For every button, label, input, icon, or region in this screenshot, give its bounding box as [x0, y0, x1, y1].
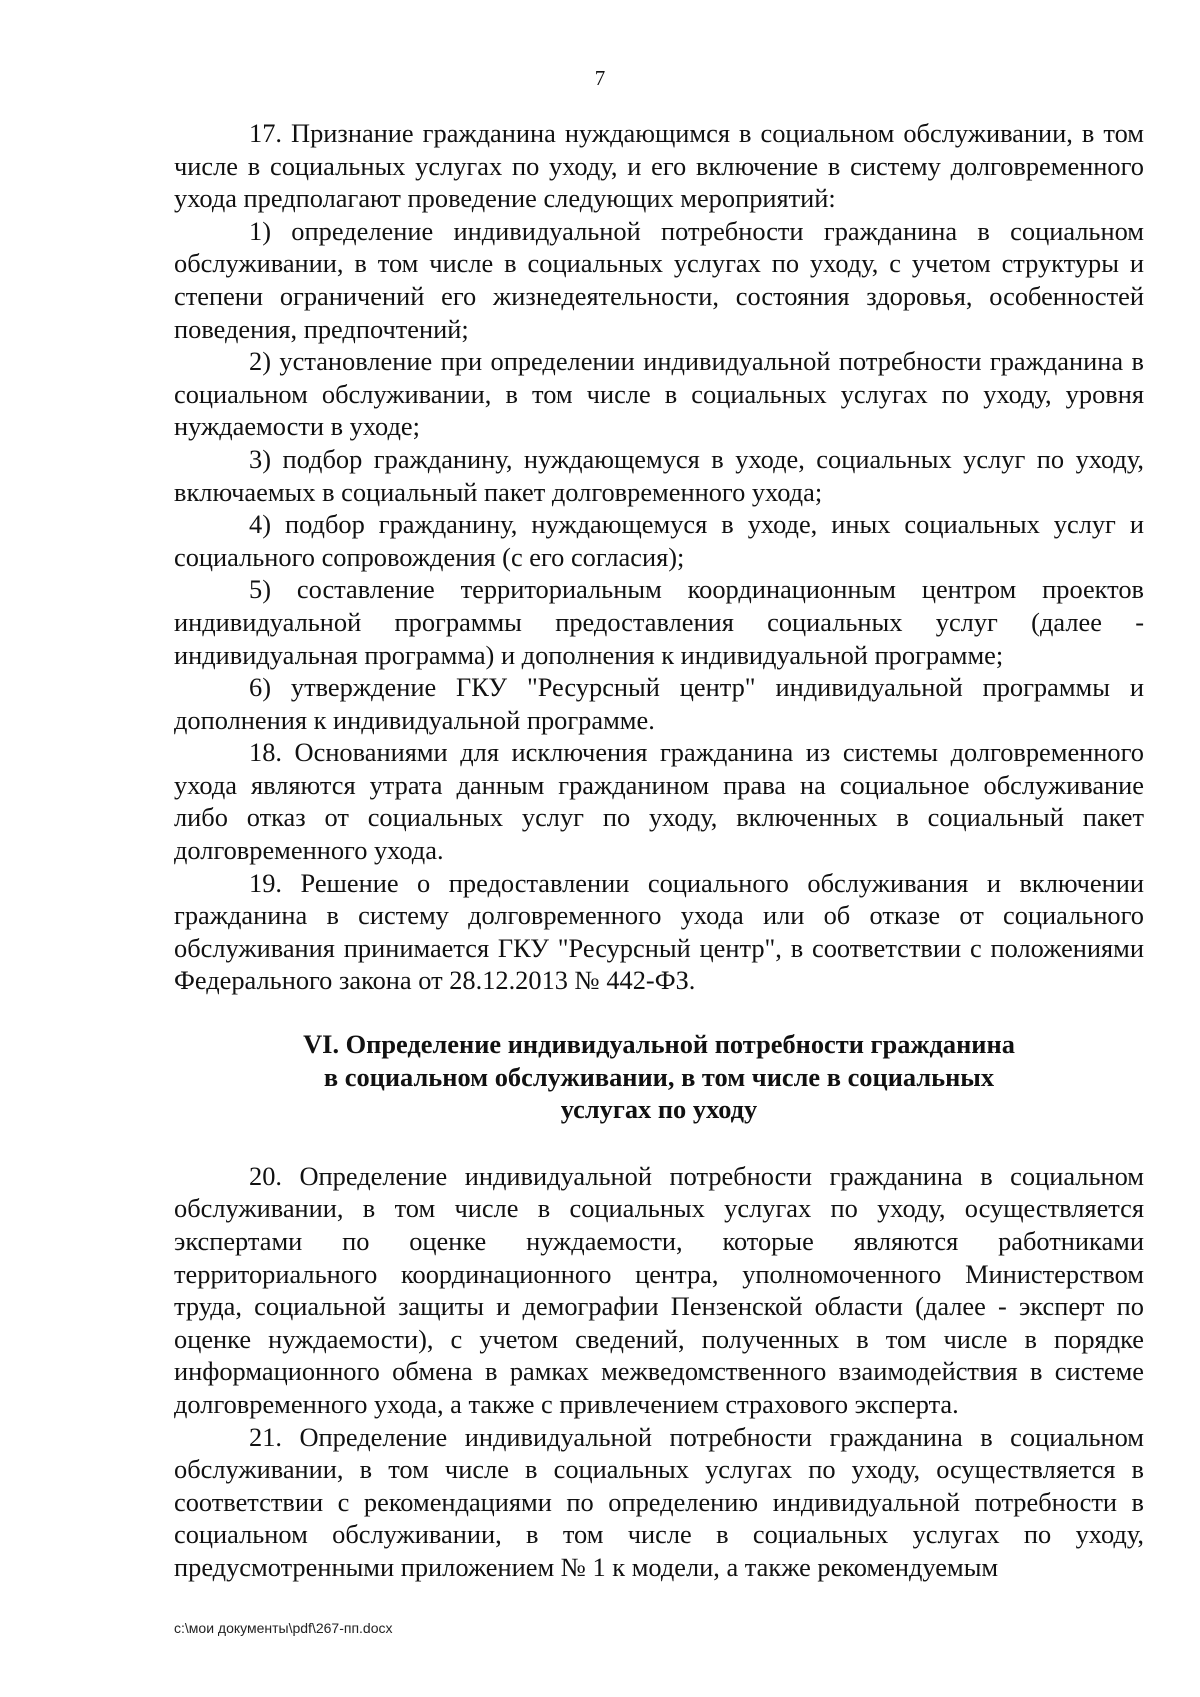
section-heading-line-1: VI. Определение индивидуальной потребности гражданина — [303, 1029, 1015, 1060]
section-heading — [174, 1028, 1144, 1126]
list-item-1: 1) определение индивидуальной потребности гражданина в социальном обслуживании, в том числе в социальных услугах по уходу, с учетом структуры и степени ограничений его жизнедеятельности, состояния здоровья, особенностей поведения, предпочтений; — [174, 215, 1144, 344]
footer-file-path: c:\мои документы\pdf\267-пп.docx — [174, 1620, 393, 1636]
list-item-3: 3) подбор гражданину, нуждающемуся в уходе, социальных услуг по уходу, включаемых в социальный пакет долговременного ухода; — [174, 443, 1144, 507]
list-item-4: 4) подбор гражданину, нуждающемуся в уходе, иных социальных услуг и социального сопровождения (с его согласия); — [174, 509, 1144, 572]
paragraph-18: 18. Основаниями для исключения гражданина из системы долговременного ухода являются утрата данным гражданином права на социальное обслуживание либо отказ от социальных услуг по уходу, включенных в социальный пакет долговременного ухода. — [174, 737, 1144, 866]
spacer — [174, 997, 1144, 1028]
list-item-2: 2) установление при определении индивидуальной потребности гражданина в социальном обслуживании, в том числе в социальных услугах по уходу, уровня нуждаемости в уходе; — [174, 346, 1144, 442]
paragraph-19: 19. Решение о предоставлении социального обслуживания и включении гражданина в систему долговременного ухода или об отказе от социального обслуживания принимается ГКУ "Ресурсный центр", в соответствии с положениями Федерального закона от 28.12.2013 № 442-ФЗ. — [174, 867, 1144, 996]
page-number: 7 — [594, 66, 606, 90]
section-heading-line-2: в социальном обслуживании, в том числе в социальных — [323, 1061, 995, 1092]
paragraph-20: 20. Определение индивидуальной потребности гражданина в социальном обслуживании, в том числе в социальных услугах по уходу, осуществляется экспертами по оценке нуждаемости, которые являются работниками территориального координационного центра, уполномоченного Министерством труда, социальной защиты и демографии Пензенской области (далее - эксперт по оценке нуждаемости), с учетом сведений, полученных в том числе в порядке информационного обмена в рамках межведомственного взаимодействия в системе долговременного ухода, а также с привлечением страхового эксперта. — [174, 1160, 1144, 1419]
paragraph-17: 17. Признание гражданина нуждающимся в социальном обслуживании, в том числе в социальных услугах по уходу, и его включение в систему долговременного ухода предполагают проведение следующих мероприятий: — [174, 118, 1144, 214]
paragraph-21: 21. Определение индивидуальной потребности гражданина в социальном обслуживании, в том числе в социальных услугах по уходу, осуществляется в соответствии с рекомендациями по определению индивидуальной потребности в социальном обслуживании, в том числе в социальных услугах по уходу, предусмотренными приложением № 1 к модели, а также рекомендуемым — [174, 1421, 1144, 1582]
list-item-6: 6) утверждение ГКУ "Ресурсный центр" индивидуальной программы и дополнения к индивидуальной программе. — [174, 672, 1144, 735]
list-item-5: 5) составление территориальным координационным центром проектов индивидуальной программы предоставления социальных услуг (далее - индивидуальная программа) и дополнения к индивидуальной программе; — [174, 574, 1144, 670]
section-heading-line-3: услугах по уходу — [560, 1094, 758, 1125]
spacer — [174, 1126, 1144, 1160]
document-body — [174, 117, 1144, 1584]
